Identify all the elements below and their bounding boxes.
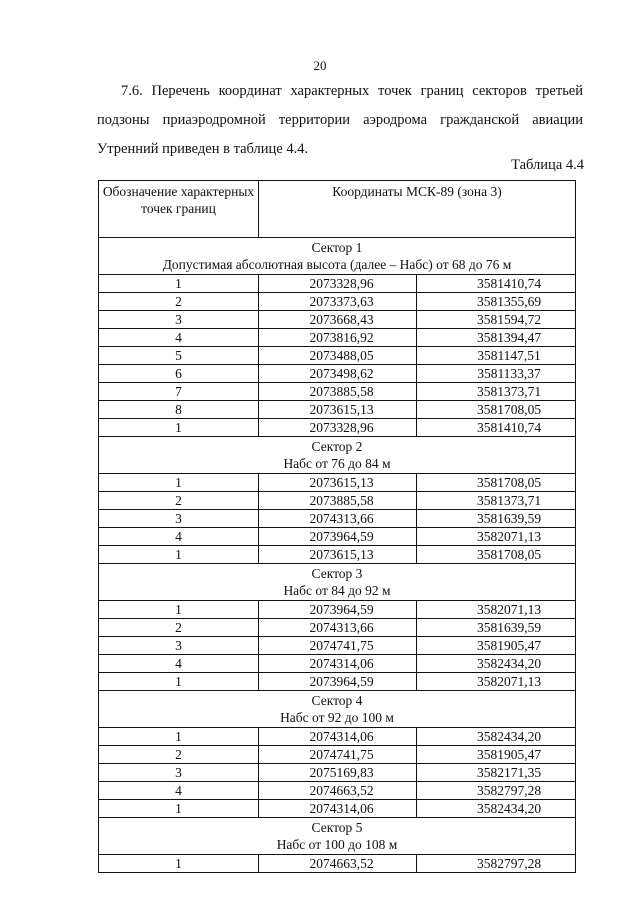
point-number-cell: 1 (99, 546, 259, 564)
intro-text: 7.6. Перечень координат характерных точек границ секторов третьей подзоны приаэродромной территории аэродрома гражданской авиации Утренний приведен в таблице 4.4. (97, 83, 583, 157)
x-coordinate-cell: 2074741,75 (259, 746, 417, 764)
sector-header-row (99, 564, 576, 601)
x-coordinate-cell: 2074663,52 (259, 782, 417, 800)
point-number-cell: 4 (99, 329, 259, 347)
x-coordinate-cell: 2073615,13 (259, 474, 417, 492)
table-row (99, 619, 576, 637)
point-number-cell: 1 (99, 800, 259, 818)
y-coordinate-cell: 3581639,59 (417, 619, 576, 637)
x-coordinate-cell: 2074314,06 (259, 655, 417, 673)
sector-title: Сектор 1 (311, 240, 363, 255)
header-point-designation: Обозначение характерных точек границ (99, 181, 259, 238)
table-row (99, 601, 576, 619)
sector-header (99, 564, 576, 601)
table-row (99, 782, 576, 800)
x-coordinate-cell: 2074314,06 (259, 800, 417, 818)
x-coordinate-cell: 2073964,59 (259, 601, 417, 619)
x-coordinate-cell: 2073964,59 (259, 673, 417, 691)
sector-header (99, 238, 576, 275)
x-coordinate-cell: 2073328,96 (259, 419, 417, 437)
y-coordinate-cell: 3582071,13 (417, 601, 576, 619)
y-coordinate-cell: 3582071,13 (417, 673, 576, 691)
x-coordinate-cell: 2074313,66 (259, 619, 417, 637)
header-coordinates: Координаты МСК-89 (зона 3) (259, 181, 576, 238)
table-row (99, 293, 576, 311)
table-row (99, 528, 576, 546)
x-coordinate-cell: 2073816,92 (259, 329, 417, 347)
sector-title: Сектор 2 (311, 439, 363, 454)
table-row (99, 728, 576, 746)
table-row (99, 275, 576, 293)
y-coordinate-cell: 3582434,20 (417, 655, 576, 673)
y-coordinate-cell: 3582171,35 (417, 764, 576, 782)
intro-paragraph (97, 77, 583, 164)
coordinates-table (98, 180, 576, 873)
table-body (99, 238, 576, 873)
point-number-cell: 4 (99, 528, 259, 546)
y-coordinate-cell: 3582434,20 (417, 800, 576, 818)
table-row (99, 419, 576, 437)
point-number-cell: 7 (99, 383, 259, 401)
table-row (99, 546, 576, 564)
y-coordinate-cell: 3581905,47 (417, 746, 576, 764)
point-number-cell: 3 (99, 311, 259, 329)
point-number-cell: 1 (99, 419, 259, 437)
point-number-cell: 1 (99, 601, 259, 619)
y-coordinate-cell: 3582797,28 (417, 855, 576, 873)
table-row (99, 746, 576, 764)
table-row (99, 637, 576, 655)
y-coordinate-cell: 3581355,69 (417, 293, 576, 311)
y-coordinate-cell: 3581373,71 (417, 383, 576, 401)
table-row (99, 401, 576, 419)
sector-subtitle: Набс от 84 до 92 м (283, 583, 391, 598)
x-coordinate-cell: 2074313,66 (259, 510, 417, 528)
x-coordinate-cell: 2073615,13 (259, 546, 417, 564)
table-row (99, 329, 576, 347)
x-coordinate-cell: 2075169,83 (259, 764, 417, 782)
y-coordinate-cell: 3581410,74 (417, 275, 576, 293)
x-coordinate-cell: 2074314,06 (259, 728, 417, 746)
y-coordinate-cell: 3581708,05 (417, 546, 576, 564)
table-row (99, 510, 576, 528)
sector-subtitle: Набс от 92 до 100 м (280, 710, 394, 725)
point-number-cell: 3 (99, 510, 259, 528)
y-coordinate-cell: 3582434,20 (417, 728, 576, 746)
table-row (99, 311, 576, 329)
y-coordinate-cell: 3581410,74 (417, 419, 576, 437)
point-number-cell: 4 (99, 782, 259, 800)
sector-subtitle: Набс от 100 до 108 м (276, 837, 398, 852)
point-number-cell: 8 (99, 401, 259, 419)
x-coordinate-cell: 2073498,62 (259, 365, 417, 383)
sector-subtitle: Набс от 76 до 84 м (283, 456, 391, 471)
x-coordinate-cell: 2074741,75 (259, 637, 417, 655)
x-coordinate-cell: 2073615,13 (259, 401, 417, 419)
sector-title: Сектор 3 (311, 566, 363, 581)
y-coordinate-cell: 3581373,71 (417, 492, 576, 510)
y-coordinate-cell: 3581639,59 (417, 510, 576, 528)
x-coordinate-cell: 2073328,96 (259, 275, 417, 293)
point-number-cell: 5 (99, 347, 259, 365)
y-coordinate-cell: 3581394,47 (417, 329, 576, 347)
x-coordinate-cell: 2073488,05 (259, 347, 417, 365)
sector-header (99, 691, 576, 728)
y-coordinate-cell: 3581708,05 (417, 401, 576, 419)
x-coordinate-cell: 2073885,58 (259, 383, 417, 401)
point-number-cell: 1 (99, 673, 259, 691)
sector-title: Сектор 5 (311, 820, 363, 835)
sector-header-row (99, 691, 576, 728)
y-coordinate-cell: 3581905,47 (417, 637, 576, 655)
sector-header (99, 437, 576, 474)
point-number-cell: 2 (99, 746, 259, 764)
y-coordinate-cell: 3582071,13 (417, 528, 576, 546)
x-coordinate-cell: 2073964,59 (259, 528, 417, 546)
y-coordinate-cell: 3581708,05 (417, 474, 576, 492)
sector-title: Сектор 4 (311, 693, 363, 708)
table-row (99, 673, 576, 691)
point-number-cell: 1 (99, 855, 259, 873)
y-coordinate-cell: 3581594,72 (417, 311, 576, 329)
y-coordinate-cell: 3581133,37 (417, 365, 576, 383)
point-number-cell: 6 (99, 365, 259, 383)
point-number-cell: 1 (99, 474, 259, 492)
table-row (99, 492, 576, 510)
table-row (99, 474, 576, 492)
y-coordinate-cell: 3581147,51 (417, 347, 576, 365)
point-number-cell: 1 (99, 275, 259, 293)
table-row (99, 764, 576, 782)
table-row (99, 655, 576, 673)
table-row (99, 383, 576, 401)
x-coordinate-cell: 2073668,43 (259, 311, 417, 329)
point-number-cell: 3 (99, 764, 259, 782)
x-coordinate-cell: 2073373,63 (259, 293, 417, 311)
table-row (99, 855, 576, 873)
sector-subtitle: Допустимая абсолютная высота (далее – Набс) от 68 до 76 м (162, 257, 512, 272)
sector-header-row (99, 238, 576, 275)
point-number-cell: 2 (99, 619, 259, 637)
sector-header (99, 818, 576, 855)
table-row (99, 800, 576, 818)
point-number-cell: 4 (99, 655, 259, 673)
sector-header-row (99, 437, 576, 474)
y-coordinate-cell: 3582797,28 (417, 782, 576, 800)
sector-header-row (99, 818, 576, 855)
table-row (99, 365, 576, 383)
point-number-cell: 2 (99, 492, 259, 510)
x-coordinate-cell: 2074663,52 (259, 855, 417, 873)
table-caption: Таблица 4.4 (511, 157, 584, 173)
x-coordinate-cell: 2073885,58 (259, 492, 417, 510)
point-number-cell: 2 (99, 293, 259, 311)
page-number: 20 (313, 58, 327, 73)
point-number-cell: 3 (99, 637, 259, 655)
point-number-cell: 1 (99, 728, 259, 746)
table-row (99, 347, 576, 365)
